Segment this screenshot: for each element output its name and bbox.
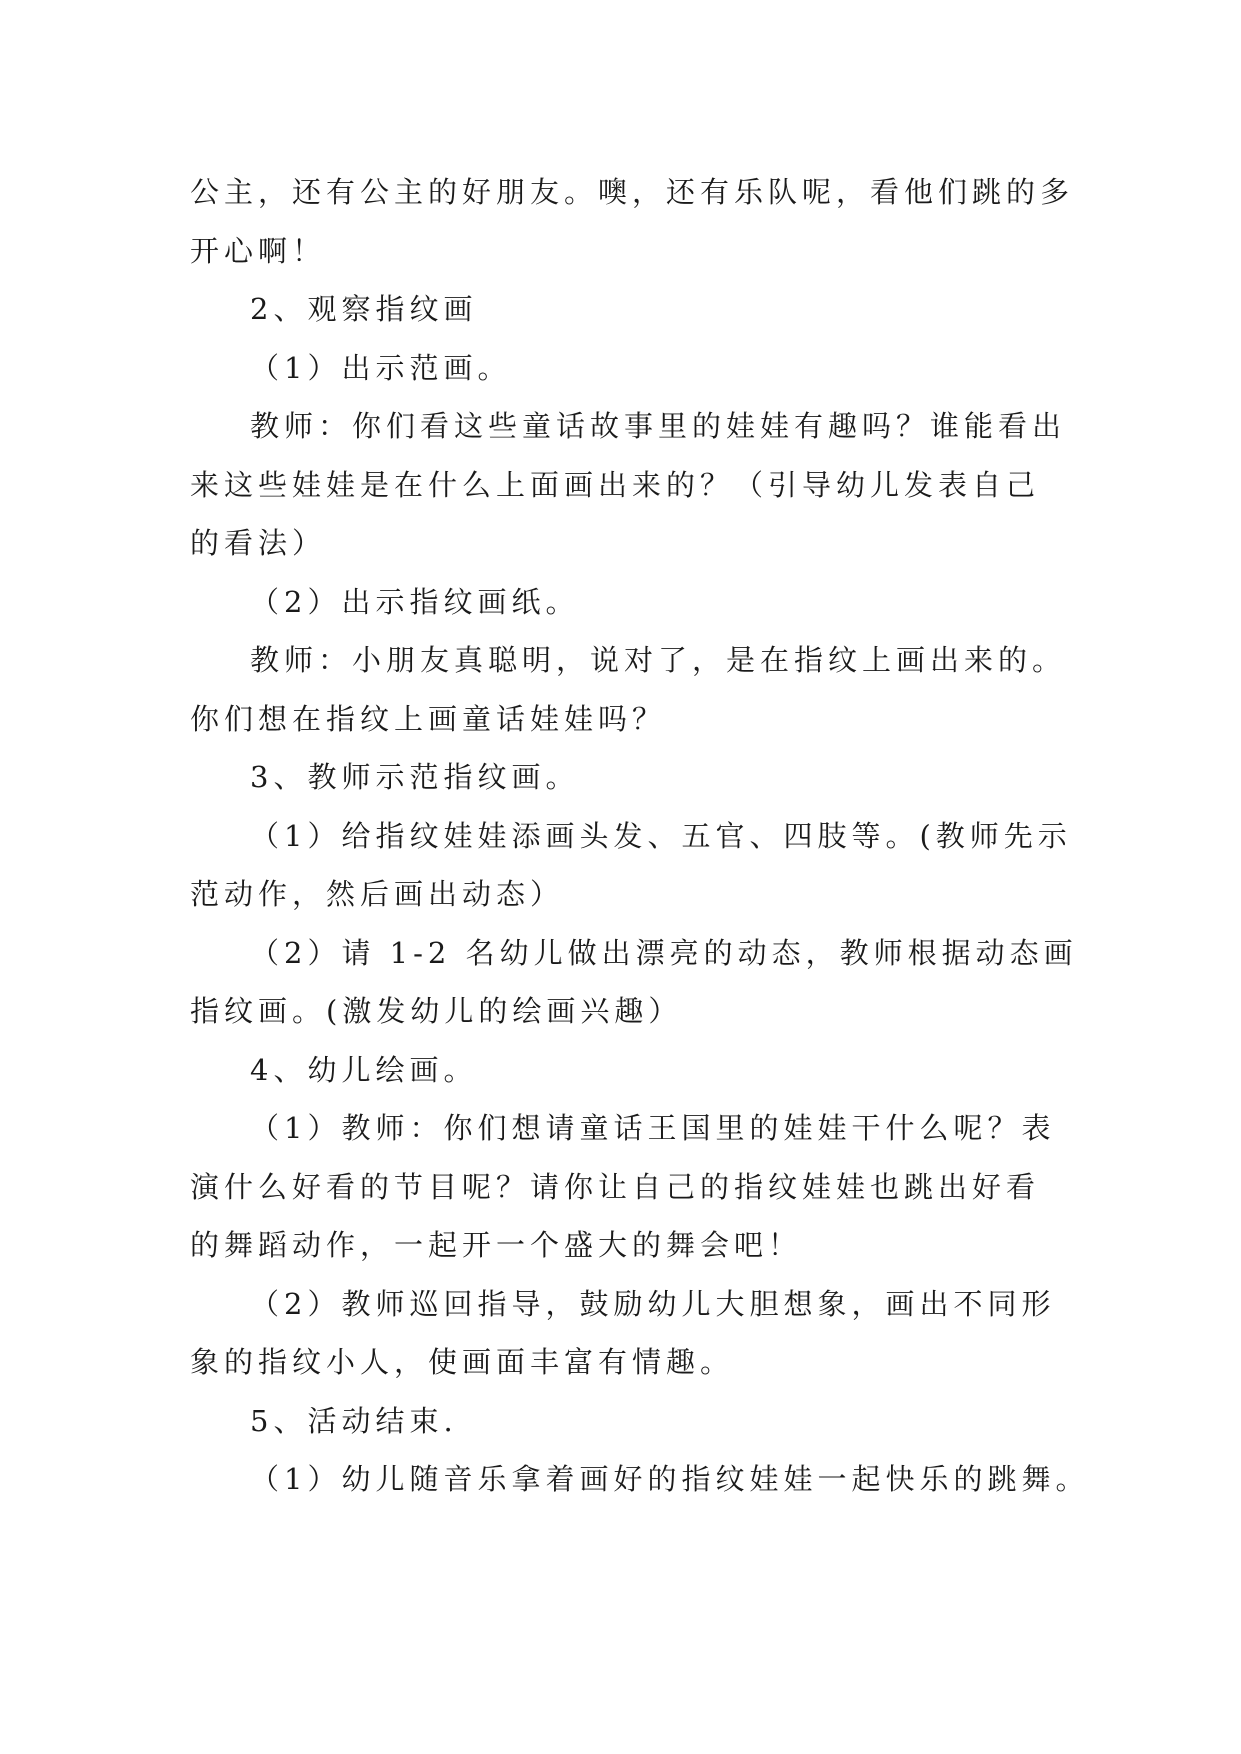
section-heading: 2、观察指纹画 xyxy=(250,292,478,326)
text-line: 演什么好看的节目呢？请你让自己的指纹娃娃也跳出好看 xyxy=(190,1169,1041,1204)
paragraph-start: 教师：你们看这些童话故事里的娃娃有趣吗？谁能看出 xyxy=(250,409,1067,443)
section-heading: 3、教师示范指纹画。 xyxy=(250,760,580,794)
paragraph-start: 教师：小朋友真聪明，说对了，是在指纹上画出来的。 xyxy=(250,643,1067,677)
document-body xyxy=(190,163,1090,1509)
section-heading: 5、活动结束. xyxy=(250,1403,458,1438)
sub-item: （1）给指纹娃娃添画头发、五官、四肢等。(教师先示 xyxy=(250,818,1072,853)
text-line: 指纹画。(激发幼儿的绘画兴趣） xyxy=(190,994,683,1028)
sub-item: （2）出示指纹画纸。 xyxy=(250,584,580,619)
text-line: 范动作，然后画出动态） xyxy=(190,877,565,911)
sub-item: （2）教师巡回指导，鼓励幼儿大胆想象，画出不同形 xyxy=(250,1286,1056,1321)
text-line: 来这些娃娃是在什么上面画出来的？（引导幼儿发表自己 xyxy=(190,467,1041,502)
sub-item: （1）出示范画。 xyxy=(250,350,512,385)
text-line: 的舞蹈动作，一起开一个盛大的舞会吧！ xyxy=(190,1228,803,1262)
text-line: 象的指纹小人，使画面丰富有情趣。 xyxy=(190,1345,735,1379)
sub-item: （2）请 1-2 名幼儿做出漂亮的动态，教师根据动态画 xyxy=(250,935,1078,970)
text-line: 的看法） xyxy=(190,526,327,560)
sub-item: （1）幼儿随音乐拿着画好的指纹娃娃一起快乐的跳舞。 xyxy=(250,1462,1090,1496)
text-line: 开心啊！ xyxy=(190,233,327,268)
text-line: 你们想在指纹上画童话娃娃吗？ xyxy=(190,701,667,736)
section-heading: 4、幼儿绘画。 xyxy=(250,1052,478,1087)
sub-item: （1）教师：你们想请童话王国里的娃娃干什么呢？表 xyxy=(250,1111,1056,1145)
text-line: 公主，还有公主的好朋友。噢，还有乐队呢，看他们跳的多 xyxy=(190,175,1075,209)
